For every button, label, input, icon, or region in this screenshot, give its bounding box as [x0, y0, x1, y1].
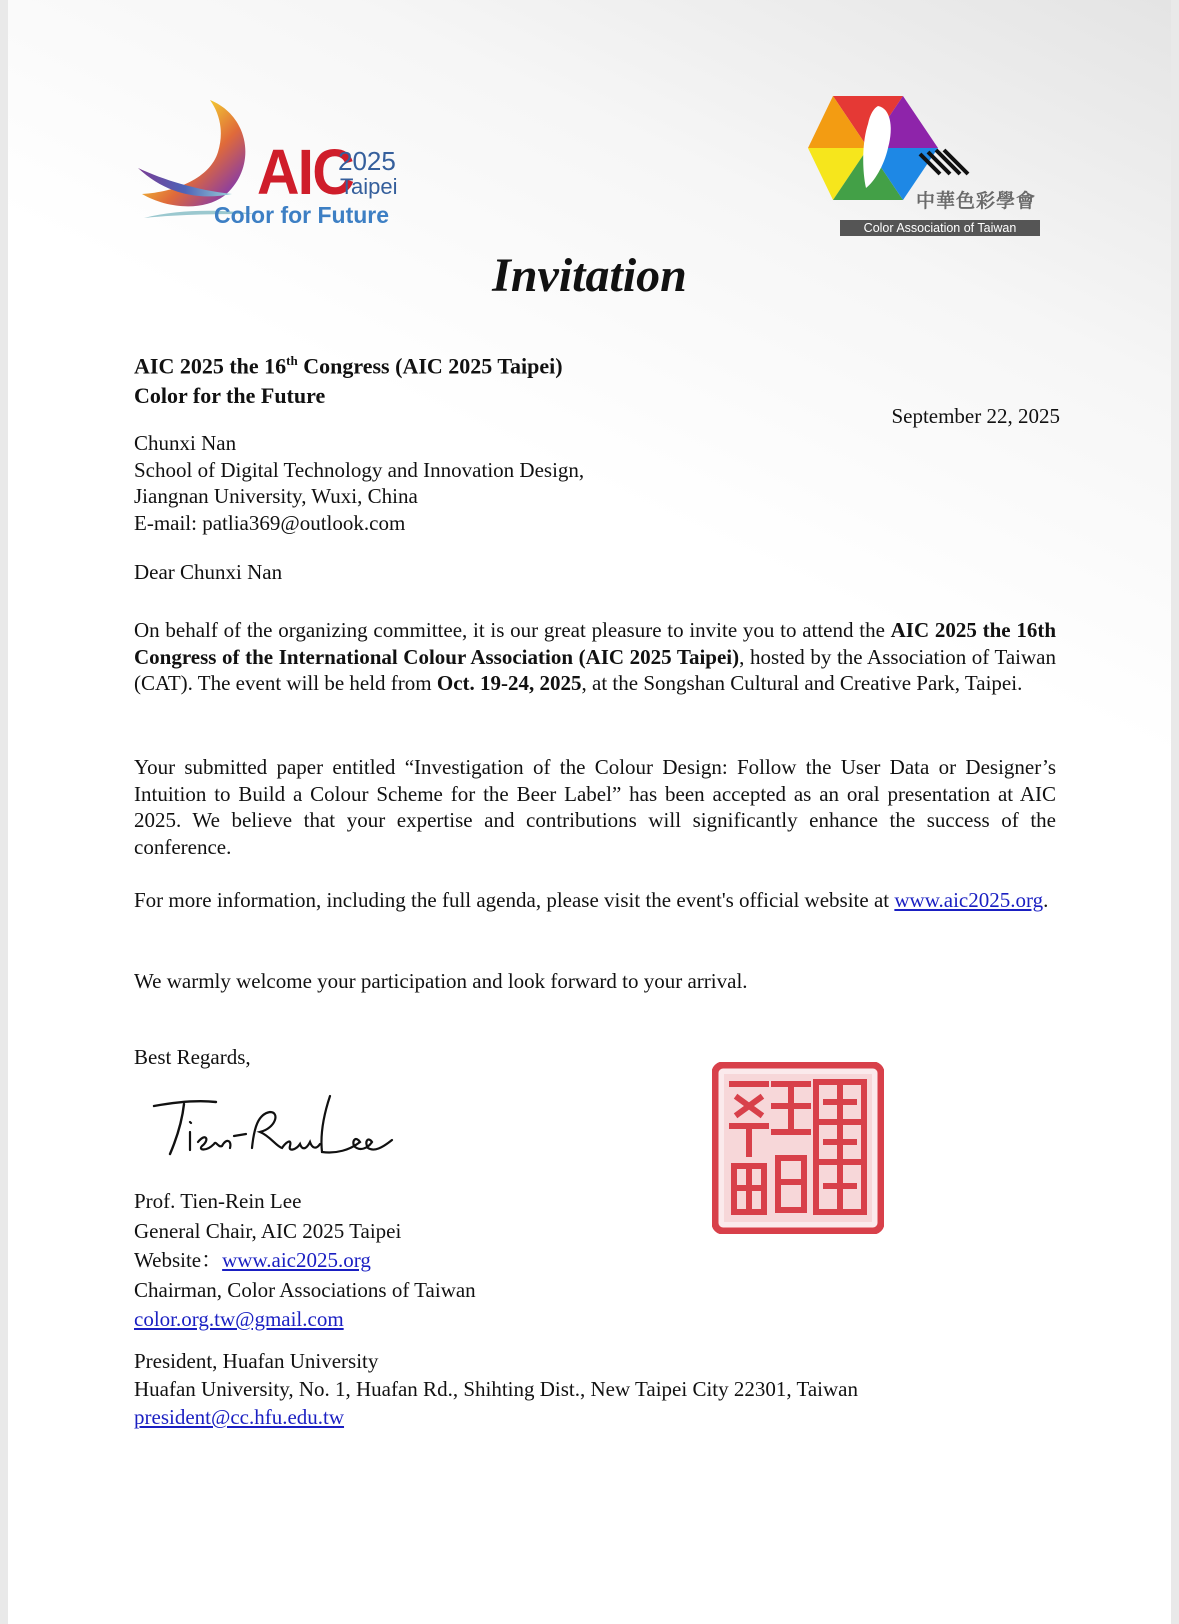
recipient-email: E-mail: patlia369@outlook.com [134, 510, 406, 535]
salutation: Dear Chunxi Nan [134, 560, 283, 584]
congress-heading-line1 [134, 346, 563, 381]
aic-year: 2025 [338, 146, 396, 176]
p3-end: . [1043, 888, 1049, 912]
heading-superscript: th [286, 353, 298, 368]
aic-slogan: Color for Future [214, 202, 390, 228]
paragraph-invitation [134, 617, 1056, 697]
signer-title-president: President, Huafan University [134, 1349, 379, 1373]
congress-heading [134, 346, 563, 411]
recipient-block [134, 430, 584, 536]
recipient-school: School of Digital Technology and Innovation Design, [134, 457, 585, 482]
signer-title-general-chair: General Chair, AIC 2025 Taipei [134, 1218, 402, 1243]
letter-date: September 22, 2025 [891, 404, 1060, 428]
recipient-name: Chunxi Nan [134, 431, 237, 455]
signer-website-line [134, 1246, 476, 1276]
university-address: Huafan University, No. 1, Huafan Rd., Shihting Dist., New Taipei City 22301, Taiwan [134, 1377, 858, 1401]
official-seal-stamp [712, 1062, 884, 1234]
p1-text-a: On behalf of the organizing committee, it is our great pleasure to invite you to attend the [134, 618, 891, 642]
p1-text-e: , at the Songshan Cultural and Creative Park, Taipei. [581, 671, 1023, 695]
heading-text-part1: AIC 2025 the 16 [134, 353, 287, 379]
website-label: Website： [134, 1248, 223, 1272]
cat-chinese-name: 中華色彩學會 [916, 190, 1037, 212]
aic-2025-logo [132, 96, 432, 236]
aic-website-link[interactable]: www.aic2025.org [894, 888, 1044, 912]
cat-logo [808, 96, 1058, 246]
cat-email-link[interactable]: color.org.tw@gmail.com [134, 1307, 344, 1331]
congress-heading-line2: Color for the Future [134, 383, 326, 409]
cat-english-name: Color Association of Taiwan [840, 220, 1040, 236]
closing: Best Regards, [134, 1045, 251, 1069]
signer-title-chairman: Chairman, Color Associations of Taiwan [134, 1277, 476, 1302]
aic-city: Taipei [340, 174, 398, 199]
paragraph-acceptance: Your submitted paper entitled “Investigation of the Colour Design: Follow the User Data or Designer’s Intuition to Build a Colour Scheme for the Beer Label” has been accepted as an oral presentation at AIC 2025. We believe that your expertise and contributions will significantly enhance the success of the conference. [134, 755, 1056, 859]
signer-website-link[interactable]: www.aic2025.org [222, 1248, 371, 1272]
letter-title: Invitation [492, 249, 687, 302]
letter-page [8, 0, 1171, 1624]
signer-block [134, 1187, 476, 1335]
p1-text-c: , hosted by the Association of Taiwan (CAT). The event will be held from [134, 644, 1056, 695]
paragraph-welcome: We warmly welcome your participation and look forward to your arrival. [134, 969, 748, 993]
paragraph-website [134, 887, 1056, 914]
signer-university-block [134, 1347, 858, 1431]
aic-letters: AIC [257, 136, 353, 208]
president-email-link[interactable]: president@cc.hfu.edu.tw [134, 1405, 345, 1429]
signer-name: Prof. Tien-Rein Lee [134, 1189, 302, 1213]
heading-text-part2: Congress (AIC 2025 Taipei) [297, 353, 563, 379]
p1-event-dates: Oct. 19-24, 2025 [436, 671, 582, 695]
handwritten-signature [146, 1092, 396, 1172]
recipient-university: Jiangnan University, Wuxi, China [134, 484, 418, 508]
p1-congress-name: AIC 2025 the 16th Congress of the International Colour Association (AIC 2025 Taipei) [134, 618, 1056, 669]
p3-text: For more information, including the full agenda, please visit the event's official website at [134, 888, 895, 912]
